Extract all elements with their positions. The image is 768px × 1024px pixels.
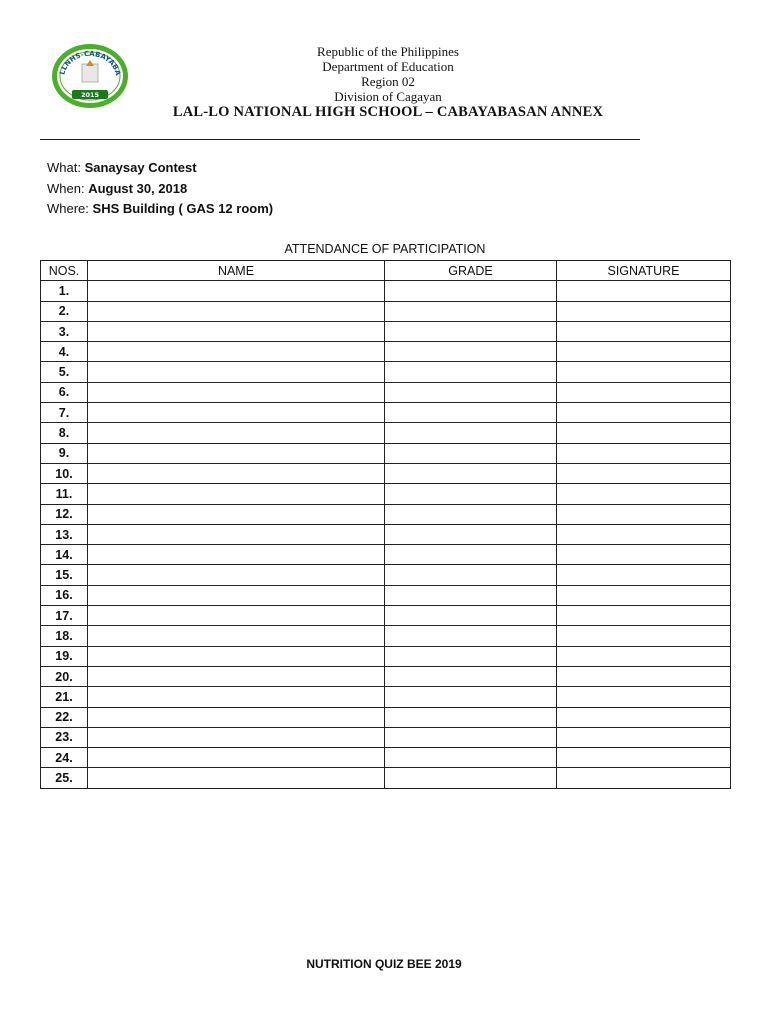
svg-text:2015: 2015 [80, 91, 100, 99]
footer-text: NUTRITION QUIZ BEE 2019 [306, 957, 462, 971]
what-value: Sanaysay Contest [84, 160, 197, 175]
signature-cell[interactable] [557, 463, 731, 483]
signature-cell[interactable] [557, 362, 731, 382]
signature-cell[interactable] [557, 727, 731, 747]
signature-cell[interactable] [557, 524, 731, 544]
header-block [140, 44, 636, 104]
grade-cell[interactable] [385, 768, 557, 788]
attendance-table [40, 260, 731, 789]
table-row [41, 768, 731, 788]
grade-cell[interactable] [385, 382, 557, 402]
grade-cell[interactable] [385, 524, 557, 544]
table-row [41, 666, 731, 686]
table-row [41, 301, 731, 321]
table-row [41, 545, 731, 565]
name-cell[interactable] [88, 707, 385, 727]
table-row [41, 687, 731, 707]
header-region: Region 02 [361, 74, 415, 89]
grade-cell[interactable] [385, 727, 557, 747]
signature-cell[interactable] [557, 545, 731, 565]
school-name: LAL-LO NATIONAL HIGH SCHOOL – CABAYABASAN ANNEX [172, 104, 604, 120]
grade-cell[interactable] [385, 565, 557, 585]
row-number: 23. [41, 727, 88, 747]
row-number: 13. [41, 524, 88, 544]
name-cell[interactable] [88, 504, 385, 524]
where-label: Where: [47, 201, 89, 216]
name-cell[interactable] [88, 301, 385, 321]
table-row [41, 626, 731, 646]
grade-cell[interactable] [385, 666, 557, 686]
event-where [47, 201, 273, 217]
grade-cell[interactable] [385, 687, 557, 707]
name-cell[interactable] [88, 565, 385, 585]
row-number: 3. [41, 321, 88, 341]
grade-cell[interactable] [385, 585, 557, 605]
name-cell[interactable] [88, 423, 385, 443]
name-cell[interactable] [88, 321, 385, 341]
signature-cell[interactable] [557, 403, 731, 423]
when-label: When: [47, 181, 85, 196]
table-row [41, 321, 731, 341]
grade-cell[interactable] [385, 606, 557, 626]
col-header-grade: GRADE [385, 261, 557, 281]
row-number: 21. [41, 687, 88, 707]
row-number: 22. [41, 707, 88, 727]
grade-cell[interactable] [385, 748, 557, 768]
table-row [41, 585, 731, 605]
attendance-title: ATTENDANCE OF PARTICIPATION [284, 242, 486, 256]
table-header-row [41, 261, 731, 281]
name-cell[interactable] [88, 666, 385, 686]
name-cell[interactable] [88, 606, 385, 626]
col-header-nos: NOS. [41, 261, 88, 281]
name-cell[interactable] [88, 687, 385, 707]
row-number: 24. [41, 748, 88, 768]
signature-cell[interactable] [557, 342, 731, 362]
table-row [41, 606, 731, 626]
row-number: 7. [41, 403, 88, 423]
signature-cell[interactable] [557, 707, 731, 727]
table-row [41, 504, 731, 524]
col-header-signature: SIGNATURE [557, 261, 731, 281]
row-number: 8. [41, 423, 88, 443]
grade-cell[interactable] [385, 301, 557, 321]
row-number: 17. [41, 606, 88, 626]
name-cell[interactable] [88, 342, 385, 362]
name-cell[interactable] [88, 646, 385, 666]
row-number: 19. [41, 646, 88, 666]
table-row [41, 423, 731, 443]
row-number: 12. [41, 504, 88, 524]
name-cell[interactable] [88, 463, 385, 483]
school-seal-icon [50, 42, 130, 114]
event-when [47, 181, 187, 197]
grade-cell[interactable] [385, 342, 557, 362]
row-number: 9. [41, 443, 88, 463]
row-number: 4. [41, 342, 88, 362]
name-cell[interactable] [88, 403, 385, 423]
table-row [41, 342, 731, 362]
row-number: 6. [41, 382, 88, 402]
table-row [41, 748, 731, 768]
grade-cell[interactable] [385, 321, 557, 341]
name-cell[interactable] [88, 727, 385, 747]
table-row [41, 565, 731, 585]
signature-cell[interactable] [557, 687, 731, 707]
col-header-name: NAME [88, 261, 385, 281]
name-cell[interactable] [88, 524, 385, 544]
row-number: 1. [41, 281, 88, 301]
school-logo [50, 42, 130, 114]
table-row [41, 484, 731, 504]
row-number: 18. [41, 626, 88, 646]
name-cell[interactable] [88, 585, 385, 605]
name-cell[interactable] [88, 626, 385, 646]
name-cell[interactable] [88, 362, 385, 382]
signature-cell[interactable] [557, 301, 731, 321]
row-number: 14. [41, 545, 88, 565]
row-number: 15. [41, 565, 88, 585]
name-cell[interactable] [88, 768, 385, 788]
name-cell[interactable] [88, 443, 385, 463]
grade-cell[interactable] [385, 281, 557, 301]
table-row [41, 646, 731, 666]
signature-cell[interactable] [557, 585, 731, 605]
signature-cell[interactable] [557, 423, 731, 443]
grade-cell[interactable] [385, 463, 557, 483]
grade-cell[interactable] [385, 707, 557, 727]
signature-cell[interactable] [557, 646, 731, 666]
row-number: 5. [41, 362, 88, 382]
grade-cell[interactable] [385, 545, 557, 565]
grade-cell[interactable] [385, 484, 557, 504]
signature-cell[interactable] [557, 768, 731, 788]
table-row [41, 403, 731, 423]
table-row [41, 524, 731, 544]
grade-cell[interactable] [385, 626, 557, 646]
grade-cell[interactable] [385, 403, 557, 423]
row-number: 2. [41, 301, 88, 321]
name-cell[interactable] [88, 484, 385, 504]
grade-cell[interactable] [385, 504, 557, 524]
header-republic: Republic of the Philippines [317, 44, 459, 59]
svg-text:LLNHS-CABAYABASAN: LLNHS-CABAYABA [58, 49, 122, 77]
row-number: 10. [41, 463, 88, 483]
row-number: 11. [41, 484, 88, 504]
grade-cell[interactable] [385, 423, 557, 443]
table-row [41, 362, 731, 382]
header-department: Department of Education [322, 59, 454, 74]
signature-cell[interactable] [557, 281, 731, 301]
signature-cell[interactable] [557, 321, 731, 341]
name-cell[interactable] [88, 748, 385, 768]
signature-cell[interactable] [557, 666, 731, 686]
row-number: 16. [41, 585, 88, 605]
table-row [41, 463, 731, 483]
signature-cell[interactable] [557, 504, 731, 524]
table-row [41, 382, 731, 402]
when-value: August 30, 2018 [88, 181, 188, 196]
signature-cell[interactable] [557, 484, 731, 504]
row-number: 20. [41, 666, 88, 686]
where-value: SHS Building ( GAS 12 room) [92, 201, 274, 216]
row-number: 25. [41, 768, 88, 788]
signature-cell[interactable] [557, 626, 731, 646]
grade-cell[interactable] [385, 646, 557, 666]
name-cell[interactable] [88, 545, 385, 565]
event-what [47, 160, 197, 176]
header-division: Division of Cagayan [334, 89, 442, 104]
signature-cell[interactable] [557, 382, 731, 402]
grade-cell[interactable] [385, 362, 557, 382]
grade-cell[interactable] [385, 443, 557, 463]
header-divider [40, 139, 640, 140]
table-row [41, 727, 731, 747]
table-row [41, 281, 731, 301]
signature-cell[interactable] [557, 748, 731, 768]
what-label: What: [47, 160, 81, 175]
signature-cell[interactable] [557, 606, 731, 626]
signature-cell[interactable] [557, 443, 731, 463]
signature-cell[interactable] [557, 565, 731, 585]
table-row [41, 707, 731, 727]
name-cell[interactable] [88, 382, 385, 402]
name-cell[interactable] [88, 281, 385, 301]
table-row [41, 443, 731, 463]
